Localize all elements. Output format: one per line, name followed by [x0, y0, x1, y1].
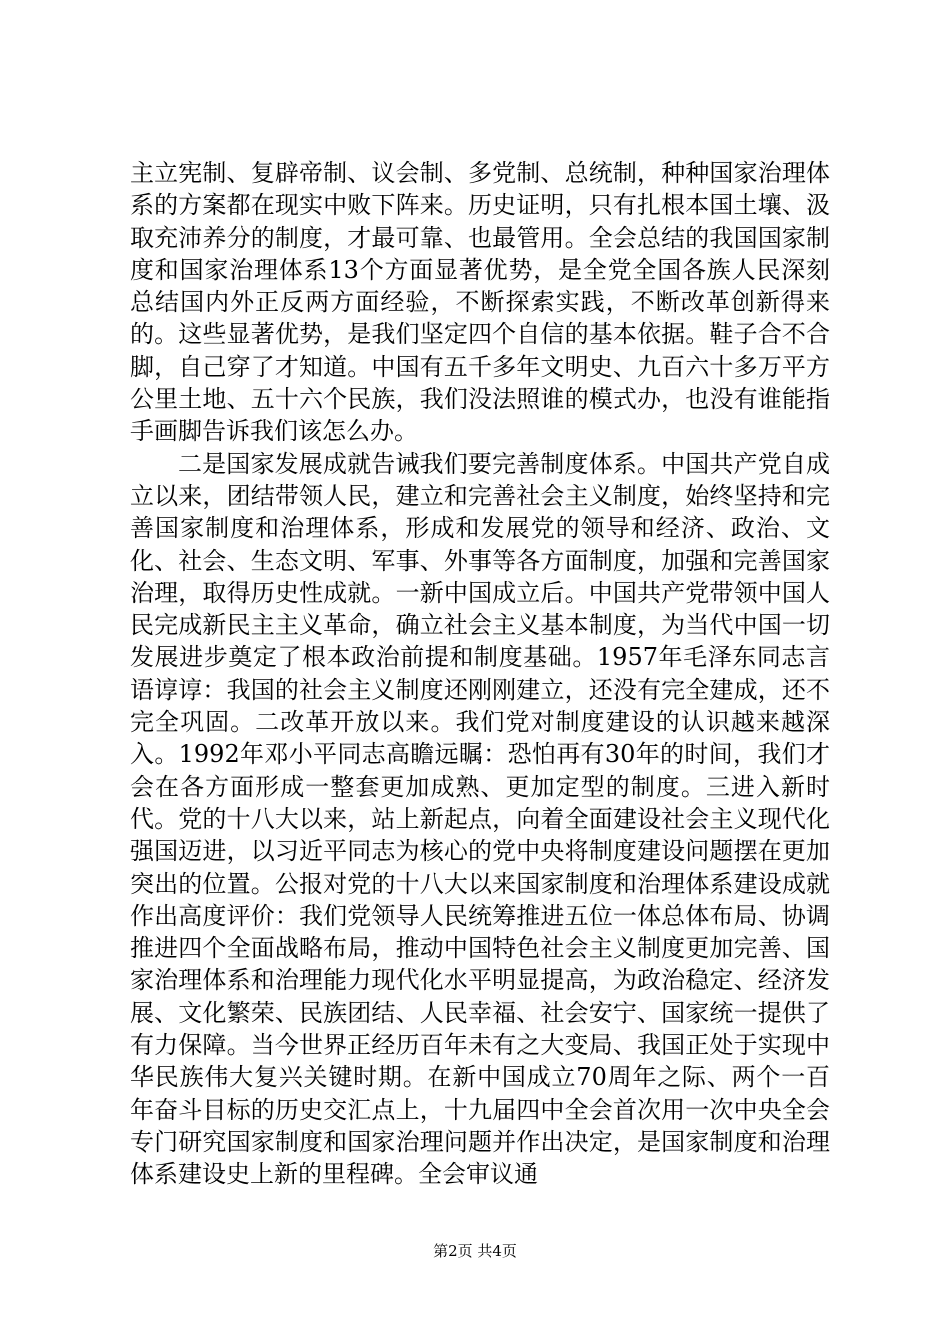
body-text — [130, 157, 830, 1191]
page-number-footer: 第2页 共4页 — [433, 1242, 517, 1260]
paragraph-continued: 主立宪制、复辟帝制、议会制、多党制、总统制，种种国家治理体系的方案都在现实中败下阵来。历史证明，只有扎根本国土壤、汲取充沛养分的制度，才最可靠、也最管用。全会总结的我国国家制度和国家治理体系13个方面显著优势，是全党全国各族人民深刻总结国内外正反两方面经验，不断探索实践，不断改革创新得来的。这些显著优势，是我们坚定四个自信的基本依据。鞋子合不合脚，自己穿了才知道。中国有五千多年文明史、九百六十多万平方公里土地、五十六个民族，我们没法照谁的模式办，也没有谁能指手画脚告诉我们该怎么办。 — [130, 159, 830, 446]
paragraph-institutional-achievements: 二是国家发展成就告诫我们要完善制度体系。中国共产党自成立以来，团结带领人民，建立和完善社会主义制度，始终坚持和完善国家制度和治理体系，形成和发展党的领导和经济、政治、文化、社会、生态文明、军事、外事等各方面制度，加强和完善国家治理，取得历史性成就。一新中国成立后。中国共产党带领中国人民完成新民主主义革命，确立社会主义基本制度，为当代中国一切发展进步奠定了根本政治前提和制度基础。1957年毛泽东同志言语谆谆：我国的社会主义制度还刚刚建立，还没有完全建成，还不完全巩固。二改革开放以来。我们党对制度建设的认识越来越深入。1992年邓小平同志高瞻远瞩：恐怕再有30年的时间，我们才会在各方面形成一整套更加成熟、更加定型的制度。三进入新时代。党的十八大以来，站上新起点，向着全面建设社会主义现代化强国迈进，以习近平同志为核心的党中央将制度建设问题摆在更加突出的位置。公报对党的十八大以来国家制度和治理体系建设成就作出高度评价：我们党领导人民统筹推进五位一体总体布局、协调推进四个全面战略布局，推动中国特色社会主义制度更加完善、国家治理体系和治理能力现代化水平明显提高，为政治稳定、经济发展、文化繁荣、民族团结、人民幸福、社会安宁、国家统一提供了有力保障。当今世界正经历百年未有之大变局、我国正处于实现中华民族伟大复兴关键时期。在新中国成立70周年之际、两个一百年奋斗目标的历史交汇点上，十九届四中全会首次用一次中央全会专门研究国家制度和国家治理问题并作出决定，是国家制度和治理体系建设史上新的里程碑。全会审议通 — [130, 449, 830, 1189]
